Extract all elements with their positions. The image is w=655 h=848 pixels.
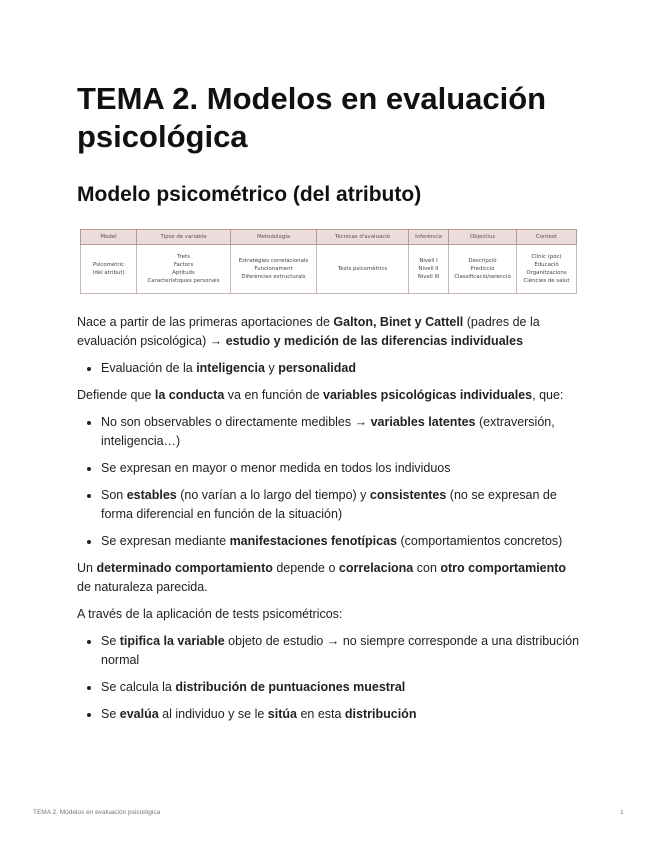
text: (no se expresan de forma diferencial en función de la situación) [101, 488, 557, 521]
bold-text: tipifica la variable [119, 634, 225, 648]
footer-page-number: 1 [620, 809, 624, 816]
cell-line: Ciències de salut [523, 278, 570, 284]
model-summary-table [80, 229, 577, 294]
cell-line: Factors [173, 262, 194, 268]
bold-text: variables latentes [370, 415, 476, 429]
bold-text: personalidad [278, 361, 356, 375]
paragraph-origins [77, 313, 582, 351]
table-header-cell: Inferència [409, 230, 449, 245]
bullet-list [77, 359, 582, 378]
bold-text: otro comportamiento [440, 561, 567, 575]
bold-text: evalúa [119, 707, 159, 721]
text: con [413, 561, 441, 575]
text: (comportamientos concretos) [396, 534, 563, 548]
text: (padres de la evaluación psicológica) → [77, 315, 540, 348]
text: Defiende que [77, 388, 155, 402]
cell-line: Trets [177, 254, 190, 260]
cell-line: Nivell III [417, 274, 440, 280]
cell-line: Descripció [468, 258, 497, 264]
text: al individuo y se le [158, 707, 268, 721]
list-item [101, 459, 582, 478]
bold-text: estables [126, 488, 177, 502]
bold-text: correlaciona [338, 561, 414, 575]
paragraph-behaviour [77, 386, 582, 405]
table-cell-techniques [317, 245, 409, 294]
bold-text: Galton, Binet y Cattell [333, 315, 464, 329]
cell-line: Tests psicomètrics [337, 266, 388, 272]
paragraph-tests [77, 605, 582, 624]
list-item [101, 678, 582, 697]
cell-line: Clínic (poc) [531, 254, 562, 260]
text: Nace a partir de las primeras aportaciones de [77, 315, 334, 329]
list-item [101, 359, 582, 378]
text: Se expresan mediante [101, 534, 230, 548]
text: Un [77, 561, 97, 575]
cell-line: Organitzacions [526, 270, 567, 276]
body-text [77, 313, 582, 732]
paragraph-correlation [77, 559, 582, 597]
bold-text: determinado comportamiento [96, 561, 273, 575]
text: Se calcula la [101, 680, 176, 694]
text: No son observables o directamente medibles → [101, 415, 371, 429]
footer-doc-title: TEMA 2. Modelos en evaluación psicológica [33, 809, 161, 816]
text: Se expresan en mayor o menor medida en todos los individuos [101, 461, 451, 475]
bold-text: variables psicológicas individuales [323, 388, 533, 402]
table-header-cell: Metodología [231, 230, 317, 245]
table-cell-objectives [449, 245, 517, 294]
list-item [101, 532, 582, 551]
cell-line: (del atribut) [92, 270, 125, 276]
cell-line: Psicomètric [92, 262, 125, 268]
table-header-row [81, 230, 577, 245]
table-cell-inference [409, 245, 449, 294]
list-item [101, 486, 582, 524]
bold-text: manifestaciones fenotípicas [229, 534, 397, 548]
text: Se [101, 634, 120, 648]
text: Son [101, 488, 127, 502]
text: objeto de estudio → no siempre corresponde a una distribución normal [101, 634, 580, 667]
text: de naturaleza parecida. [77, 580, 208, 594]
bullet-list [77, 632, 582, 724]
text: (extraversión, inteligencia…) [101, 415, 555, 448]
bold-text: consistentes [369, 488, 447, 502]
cell-line: Característiques personals [147, 278, 220, 284]
text: (no varían a lo largo del tiempo) y [176, 488, 370, 502]
cell-line: Estratègies correlacionals [238, 258, 309, 264]
bold-text: inteligencia [196, 361, 265, 375]
list-item [101, 632, 582, 670]
section-heading: Modelo psicométrico (del atributo) [77, 183, 422, 206]
cell-line: Diferències estructurals [241, 274, 306, 280]
bold-text: la conducta [154, 388, 225, 402]
bold-text: distribución [344, 707, 417, 721]
cell-line: Nivell II [418, 266, 439, 272]
page-title: TEMA 2. Modelos en evaluación psicológica [77, 81, 547, 154]
list-item [101, 705, 582, 724]
bullet-list [77, 413, 582, 551]
list-item [101, 413, 582, 451]
text: Evaluación de la [101, 361, 197, 375]
text: en esta [296, 707, 345, 721]
cell-line: Educació [534, 262, 559, 268]
text: Se [101, 707, 120, 721]
text: A través de la aplicación de tests psicométricos: [77, 607, 343, 621]
table-cell-model [81, 245, 137, 294]
table-header-cell: Objectius [449, 230, 517, 245]
table-header-cell: Model [81, 230, 137, 245]
table-cell-methodology [231, 245, 317, 294]
cell-line: Classificació/selecció [454, 274, 511, 280]
text: va en función de [224, 388, 323, 402]
bold-text: estudio y medición de las diferencias individuales [225, 334, 524, 348]
text: depende o [272, 561, 339, 575]
cell-line: Funcionament [254, 266, 293, 272]
bold-text: distribución de puntuaciones muestral [175, 680, 406, 694]
text: , que: [532, 388, 564, 402]
cell-line: Nivell I [419, 258, 438, 264]
table-row [81, 245, 577, 294]
cell-line: Aptituds [172, 270, 195, 276]
cell-line: Predicció [470, 266, 495, 272]
table-cell-variable-types [137, 245, 231, 294]
table-header-cell: Context [517, 230, 577, 245]
table-cell-context [517, 245, 577, 294]
table-header-cell: Tipos de variable [137, 230, 231, 245]
text: y [264, 361, 279, 375]
bold-text: sitúa [267, 707, 297, 721]
table-header-cell: Técnicas d'avaluació [317, 230, 409, 245]
